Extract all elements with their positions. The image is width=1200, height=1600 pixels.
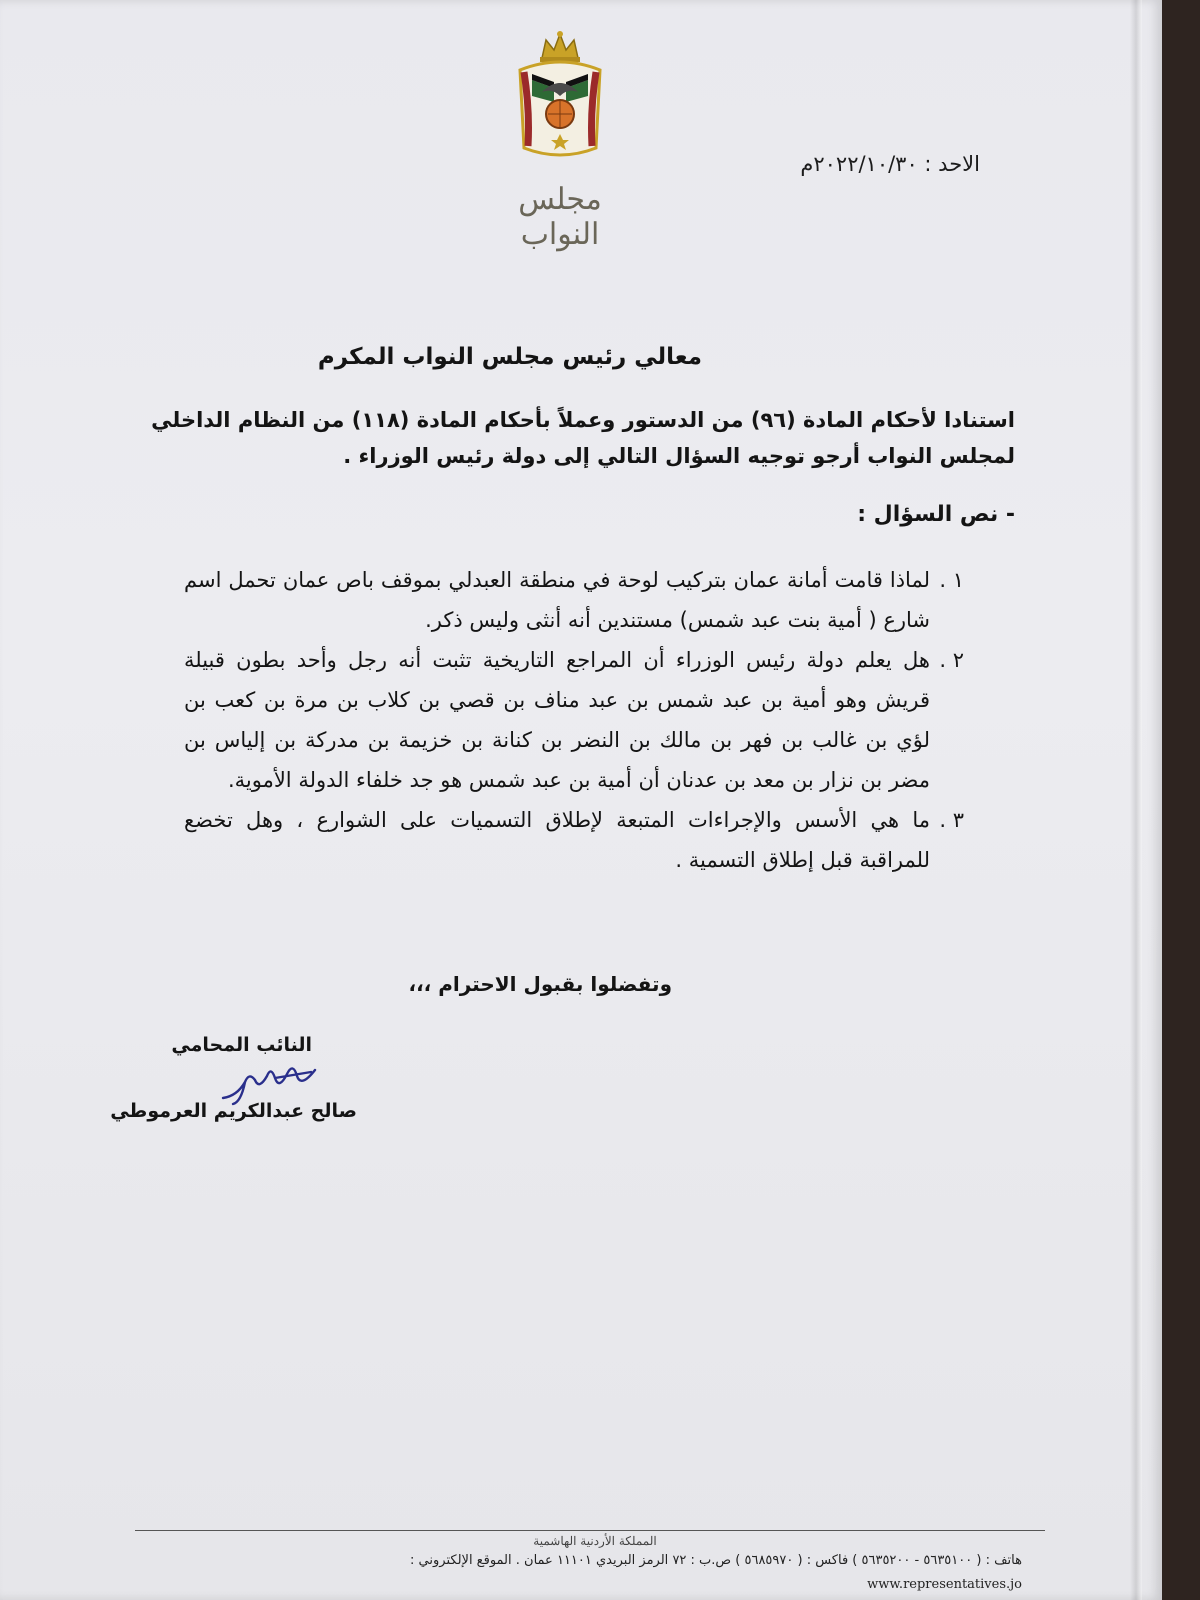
signatory-name: صالح عبدالكريم العرموطي [110, 1100, 357, 1122]
paper-fold-shadow [1130, 0, 1142, 1600]
letter-recipient: معالي رئيس مجلس النواب المكرم [317, 344, 702, 370]
question-section-title: - نص السؤال : [857, 502, 1015, 527]
question-list [184, 560, 964, 880]
question-number: ٢ . [939, 648, 964, 672]
intro-line: لمجلس النواب أرجو توجيه السؤال التالي إلى دولة رئيس الوزراء . [343, 444, 1015, 468]
signatory-title: النائب المحامي [171, 1034, 312, 1056]
intro-line: استنادا لأحكام المادة (٩٦) من الدستور وعملاً بأحكام المادة (١١٨) من النظام الداخلي [151, 408, 1015, 432]
footer-website-line [867, 1577, 1022, 1592]
question-text: ما هي الأسس والإجراءات المتبعة لإطلاق التسميات على الشوارع ، وهل تخضع للمراقبة قبل إطلاق التسمية . [184, 808, 930, 872]
letter-intro [110, 402, 1015, 474]
footer-contact-info: هاتف : ( ٥٦٣٥١٠٠ - ٥٦٣٥٢٠٠ ) فاكس : ( ٥٦٨٥٩٧٠ ) ص.ب : ٧٢ الرمز البريدي ١١١٠١ عمان . الموقع الإلكتروني : [410, 1553, 1022, 1568]
list-item [184, 800, 964, 880]
list-item [184, 560, 964, 640]
question-text: لماذا قامت أمانة عمان بتركيب لوحة في منطقة العبدلي بموقف باص عمان تحمل اسم شارع ( أمية بنت عبد شمس) مستندين أنه أنثى وليس ذكر. [184, 568, 930, 632]
list-item [184, 640, 964, 800]
jordan-royal-crest-icon [510, 30, 610, 165]
question-number: ٣ . [939, 808, 964, 832]
letter-closing: وتفضلوا بقبول الاحترام ،،، [408, 972, 672, 996]
question-text: هل يعلم دولة رئيس الوزراء أن المراجع التاريخية تثبت أنه رجل وأحد بطون قبيلة قريش وهو أمية بن عبد شمس بن عبد مناف بن قصي بن كلاب بن مرة بن كعب بن لؤي بن غالب بن فهر بن مالك بن النضر بن كنانة بن خزيمة بن مدركة بن إلياس بن مضر بن نزار بن معد بن عدنان أن أمية بن عبد شمس هو جد خلفاء الدولة الأموية. [184, 648, 930, 792]
footer-website-link[interactable]: www.representatives.jo [867, 1577, 1022, 1592]
council-name-logotype: مجلس النواب [518, 182, 602, 252]
question-number: ١ . [939, 568, 964, 592]
letter-date: الاحد : ٢٠٢٢/١٠/٣٠م [800, 152, 980, 176]
footer-divider [135, 1530, 1045, 1531]
footer-kingdom-name: المملكة الأردنية الهاشمية [533, 1534, 657, 1548]
